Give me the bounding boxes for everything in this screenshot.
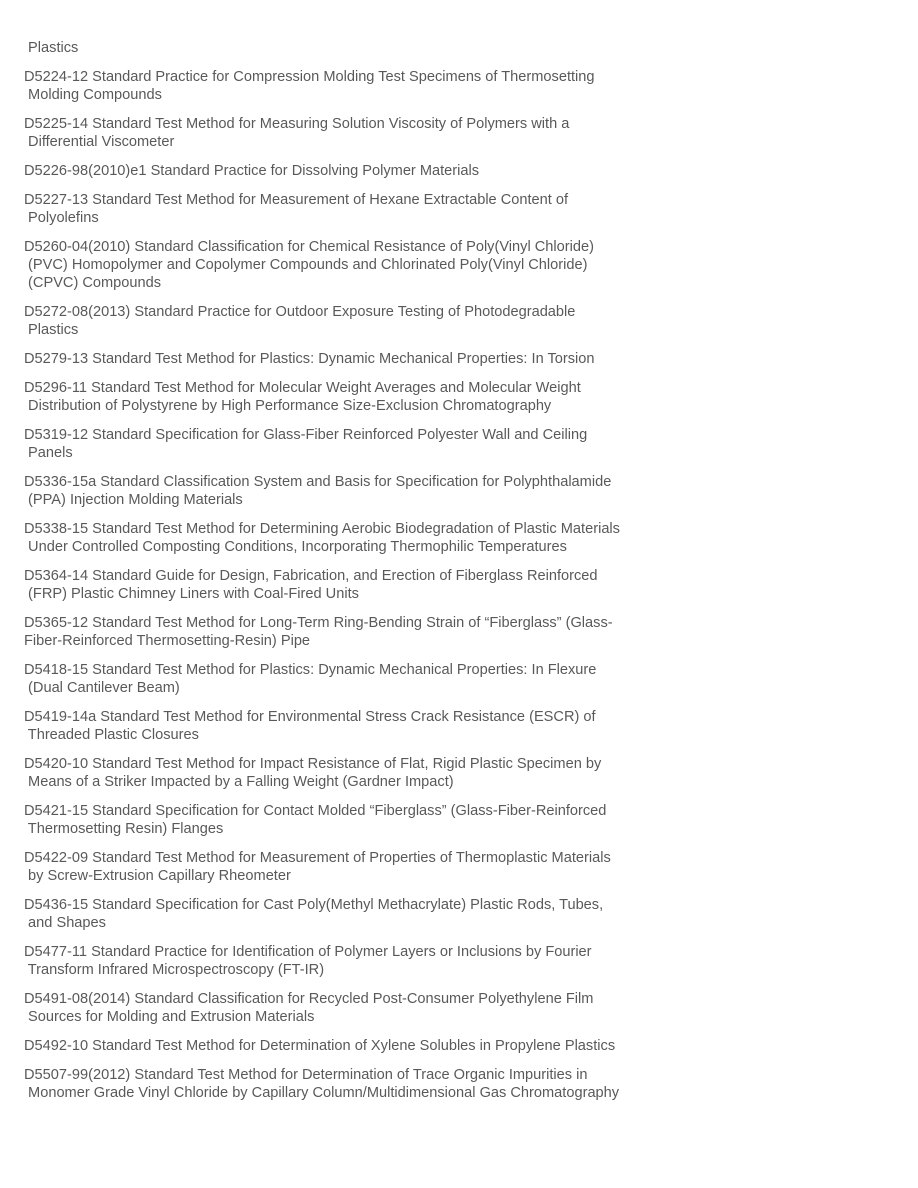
- standard-entry-line: Monomer Grade Vinyl Chloride by Capillary Column/Multidimensional Gas Chromatography: [24, 1085, 620, 1101]
- standard-entry-line: Under Controlled Composting Conditions, Incorporating Thermophilic Temperatures: [24, 539, 567, 555]
- standard-entry: [24, 802, 704, 838]
- standard-entry-line: Molding Compounds: [24, 87, 162, 103]
- standard-entry-line: (CPVC) Compounds: [24, 275, 162, 291]
- standard-entry-line: Plastics: [24, 40, 79, 56]
- standard-entry-line: D5421-15 Standard Specification for Contact Molded “Fiberglass” (Glass-Fiber-Reinforced: [24, 803, 607, 819]
- standard-entry: [24, 614, 704, 650]
- standard-entry: [24, 990, 704, 1026]
- standard-entry-line: by Screw-Extrusion Capillary Rheometer: [24, 868, 291, 884]
- standard-entry-line: Thermosetting Resin) Flanges: [24, 821, 224, 837]
- standard-entry-line: (PPA) Injection Molding Materials: [24, 492, 243, 508]
- standard-entry: [24, 849, 704, 885]
- standard-entry-line: Polyolefins: [24, 210, 99, 226]
- standard-entry-line: D5279-13 Standard Test Method for Plastics: Dynamic Mechanical Properties: In Torsion: [24, 351, 595, 367]
- standard-entry-line: D5226-98(2010)e1 Standard Practice for Dissolving Polymer Materials: [24, 163, 480, 179]
- standard-entry-line: D5507-99(2012) Standard Test Method for Determination of Trace Organic Impurities in: [24, 1067, 588, 1083]
- standard-entry-line: D5224-12 Standard Practice for Compression Molding Test Specimens of Thermosetting: [24, 69, 595, 85]
- standard-entry: [24, 115, 704, 151]
- standard-entry-line: D5418-15 Standard Test Method for Plastics: Dynamic Mechanical Properties: In Flexure: [24, 662, 597, 678]
- standard-entry: [24, 1037, 704, 1055]
- standard-entry-line: D5492-10 Standard Test Method for Determination of Xylene Solubles in Propylene Plastics: [24, 1038, 616, 1054]
- standard-entry-line: Threaded Plastic Closures: [24, 727, 199, 743]
- standard-entry-line: D5436-15 Standard Specification for Cast Poly(Methyl Methacrylate) Plastic Rods, Tubes,: [24, 897, 604, 913]
- standard-entry-line: Means of a Striker Impacted by a Falling Weight (Gardner Impact): [24, 774, 454, 790]
- standard-entry: [24, 238, 704, 292]
- standard-entry-line: Transform Infrared Microspectroscopy (FT-IR): [24, 962, 325, 978]
- standard-entry: [24, 426, 704, 462]
- standard-entry-line: Panels: [24, 445, 73, 461]
- standard-entry: [24, 708, 704, 744]
- standard-entry-line: D5227-13 Standard Test Method for Measurement of Hexane Extractable Content of: [24, 192, 569, 208]
- standard-entry-line: D5365-12 Standard Test Method for Long-Term Ring-Bending Strain of “Fiberglass” (Glass-: [24, 615, 613, 631]
- standard-entry: [24, 896, 704, 932]
- standard-entry: [24, 350, 704, 368]
- standard-entry: [24, 755, 704, 791]
- standard-entry: [24, 520, 704, 556]
- standard-entry-line: D5319-12 Standard Specification for Glass-Fiber Reinforced Polyester Wall and Ceiling: [24, 427, 588, 443]
- standard-entry-line: Fiber-Reinforced Thermosetting-Resin) Pipe: [24, 633, 311, 649]
- standard-entry: [24, 303, 704, 339]
- standard-entry-line: D5477-11 Standard Practice for Identification of Polymer Layers or Inclusions by Fourier: [24, 944, 592, 960]
- standard-entry: [24, 191, 704, 227]
- standard-entry-line: Distribution of Polystyrene by High Performance Size-Exclusion Chromatography: [24, 398, 552, 414]
- standard-entry: [24, 1066, 704, 1102]
- standard-entry-line: D5422-09 Standard Test Method for Measurement of Properties of Thermoplastic Materials: [24, 850, 611, 866]
- standard-entry-line: D5260-04(2010) Standard Classification for Chemical Resistance of Poly(Vinyl Chloride): [24, 239, 594, 255]
- standard-entry: [24, 68, 704, 104]
- standard-entry-line: D5419-14a Standard Test Method for Environmental Stress Crack Resistance (ESCR) of: [24, 709, 596, 725]
- standard-entry-line: D5272-08(2013) Standard Practice for Outdoor Exposure Testing of Photodegradable: [24, 304, 576, 320]
- standard-entry-line: (PVC) Homopolymer and Copolymer Compounds and Chlorinated Poly(Vinyl Chloride): [24, 257, 588, 273]
- standard-entry: [24, 379, 704, 415]
- standard-entry: [24, 943, 704, 979]
- standard-entry: [24, 39, 704, 57]
- standard-entry-line: Sources for Molding and Extrusion Materials: [24, 1009, 315, 1025]
- standard-entry: [24, 473, 704, 509]
- standard-entry-line: (FRP) Plastic Chimney Liners with Coal-Fired Units: [24, 586, 359, 602]
- standard-entry-line: D5296-11 Standard Test Method for Molecular Weight Averages and Molecular Weight: [24, 380, 581, 396]
- standard-entry-line: Plastics: [24, 322, 79, 338]
- standard-entry: [24, 661, 704, 697]
- standard-entry: [24, 567, 704, 603]
- standard-entry-line: D5420-10 Standard Test Method for Impact Resistance of Flat, Rigid Plastic Specimen by: [24, 756, 602, 772]
- standard-entry-line: D5225-14 Standard Test Method for Measuring Solution Viscosity of Polymers with a: [24, 116, 570, 132]
- standard-entry-line: D5338-15 Standard Test Method for Determining Aerobic Biodegradation of Plastic Materials: [24, 521, 620, 537]
- standard-entry-line: (Dual Cantilever Beam): [24, 680, 180, 696]
- standard-entry-line: D5336-15a Standard Classification System and Basis for Specification for Polyphthalamide: [24, 474, 612, 490]
- standards-list: [24, 39, 704, 1113]
- standard-entry-line: and Shapes: [24, 915, 106, 931]
- standard-entry-line: D5491-08(2014) Standard Classification for Recycled Post-Consumer Polyethylene Film: [24, 991, 594, 1007]
- standard-entry: [24, 162, 704, 180]
- standard-entry-line: Differential Viscometer: [24, 134, 175, 150]
- standard-entry-line: D5364-14 Standard Guide for Design, Fabrication, and Erection of Fiberglass Reinforced: [24, 568, 598, 584]
